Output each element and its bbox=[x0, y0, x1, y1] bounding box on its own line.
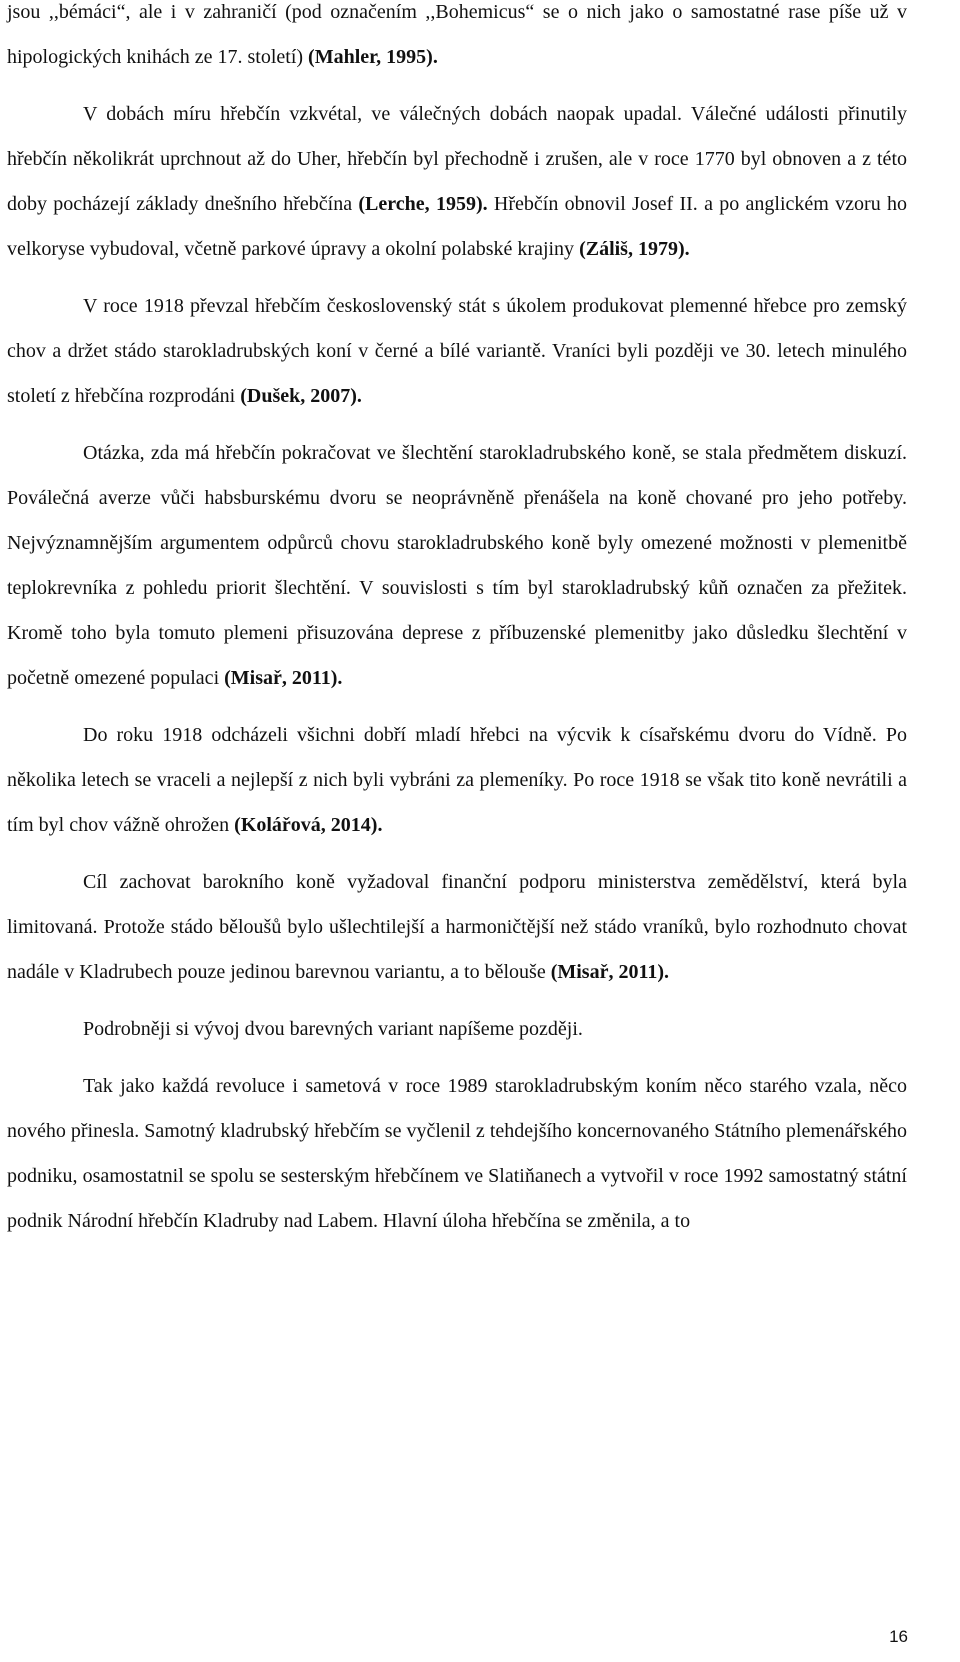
page-number: 16 bbox=[889, 1627, 908, 1646]
paragraph-text: Podrobněji si vývoj dvou barevných variant napíšeme později. bbox=[83, 1018, 583, 1040]
citation: (Mahler, 1995). bbox=[308, 46, 438, 68]
paragraph bbox=[7, 92, 907, 272]
paragraph-text: Cíl zachovat barokního koně vyžadoval finanční podporu ministerstva zemědělství, která byla limitovaná. Protože stádo běloušů bylo ušlechtilejší a harmoničtější než stádo vraníků, bylo rozhodnuto chovat nadále v Kladrubech pouze jedinou barevnou variantu, a to bělouše bbox=[7, 871, 907, 983]
citation: (Misař, 2011). bbox=[550, 961, 670, 983]
paragraph bbox=[7, 713, 907, 848]
citation: (Lerche, 1959). bbox=[358, 193, 488, 215]
paragraph bbox=[7, 860, 907, 995]
paragraph-text: jsou ,,bémáci“, ale i v zahraničí (pod označením ,,Bohemicus“ se o nich jako o samostatné rase píše už v hipologických knihách ze 17. století) bbox=[7, 1, 907, 68]
paragraph bbox=[7, 1064, 907, 1244]
paragraph-text: Otázka, zda má hřebčín pokračovat ve šlechtění starokladrubského koně, se stala předmětem diskuzí. Poválečná averze vůči habsburskému dvoru se neoprávněně přenášela na koně chované pro jeho potřeby. Nejvýznamnějším argumentem odpůrců chovu starokladrubského koně byly omezené možnosti v plemenitbě teplokrevníka z pohledu priorit šlechtění. V souvislosti s tím byl starokladrubský kůň označen za přežitek. Kromě toho byla tomuto plemeni přisuzována deprese z příbuzenské plemenitby jako důsledku šlechtění v početně omezené populaci bbox=[7, 442, 907, 689]
paragraph bbox=[7, 284, 907, 419]
paragraph-text: Tak jako každá revoluce i sametová v roce 1989 starokladrubským koním něco starého vzala, něco nového přinesla. Samotný kladrubský hřebčím se vyčlenil z tehdejšího koncernovaného Státního plemenářského podniku, osamostatnil se spolu se sesterským hřebčínem ve Slatiňanech a vytvořil v roce 1992 samostatný státní podnik Národní hřebčín Kladruby nad Labem. Hlavní úloha hřebčína se změnila, a to bbox=[7, 1075, 907, 1232]
paragraph bbox=[7, 431, 907, 701]
paragraph-text: V roce 1918 převzal hřebčím československý stát s úkolem produkovat plemenné hřebce pro zemský chov a držet stádo starokladrubských koní v černé a bílé variantě. Vraníci byli později ve 30. letech minulého století z hřebčína rozprodáni bbox=[7, 295, 907, 407]
paragraph bbox=[7, 0, 907, 80]
citation: (Kolářová, 2014). bbox=[234, 814, 383, 836]
document-page bbox=[7, 0, 907, 1244]
paragraph-text: V dobách míru hřebčín vzkvétal, ve válečných dobách naopak upadal. Válečné události přinutily hřebčín několikrát uprchnout až do Uher, hřebčín byl přechodně i zrušen, ale v roce 1770 byl obnoven a z této doby pocházejí základy dnešního hřebčína bbox=[7, 103, 907, 215]
citation: (Záliš, 1979). bbox=[579, 238, 690, 260]
paragraph-text: Hřebčín obnovil Josef II. a po anglickém vzoru ho velkoryse vybudoval, včetně parkové úpravy a okolní polabské krajiny bbox=[7, 193, 908, 260]
citation: (Misař, 2011). bbox=[224, 667, 343, 689]
paragraph bbox=[7, 1007, 907, 1052]
citation: (Dušek, 2007). bbox=[240, 385, 362, 407]
document-body bbox=[7, 0, 907, 1244]
paragraph-text: Do roku 1918 odcházeli všichni dobří mladí hřebci na výcvik k císařskému dvoru do Vídně. Po několika letech se vraceli a nejlepší z nich byli vybráni za plemeníky. Po roce 1918 se však tito koně nevrátili a tím byl chov vážně ohrožen bbox=[7, 724, 907, 836]
